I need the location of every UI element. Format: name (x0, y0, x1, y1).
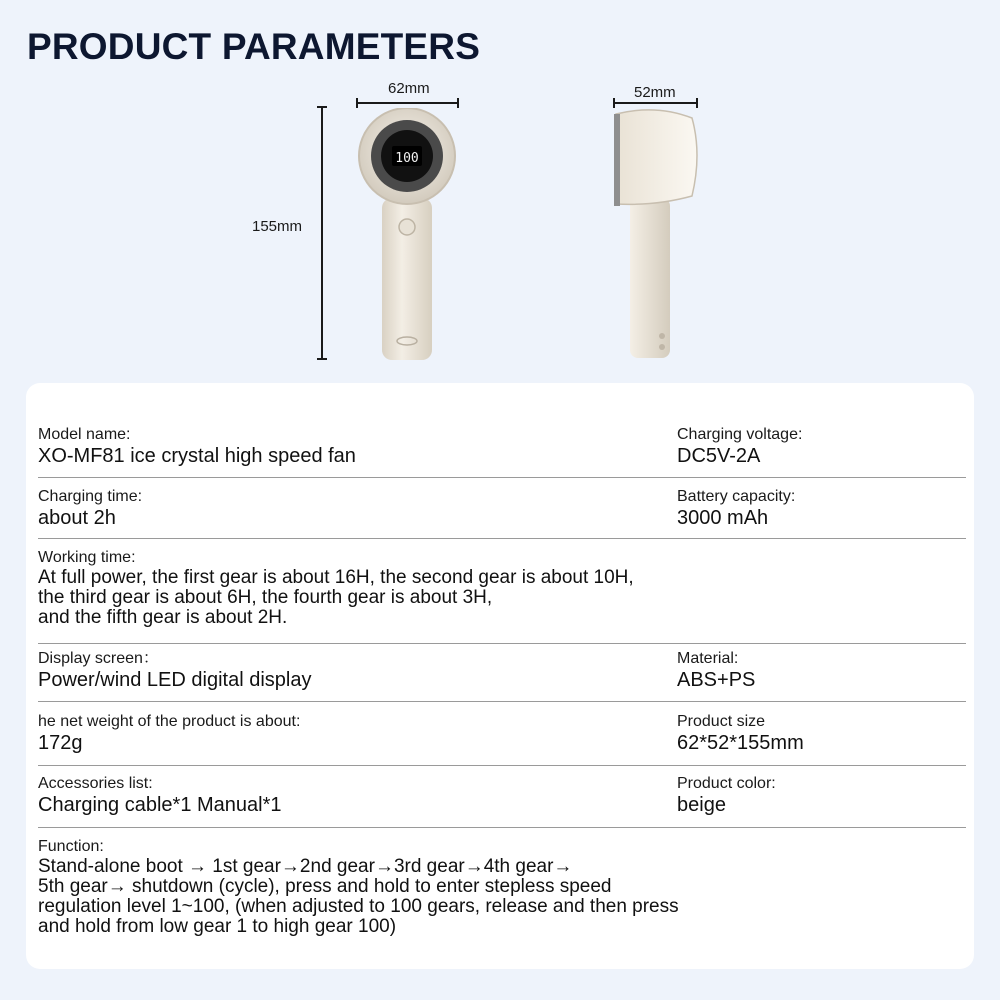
spec-value: beige (677, 794, 726, 816)
spec-label: Accessories list: (38, 775, 153, 792)
spec-label: Display screen： (38, 650, 159, 667)
spec-label: Charging time: (38, 488, 143, 505)
spec-value: 172g (38, 732, 83, 754)
spec-value: Charging cable*1 Manual*1 (38, 794, 282, 816)
spec-function (38, 837, 679, 937)
side-width-label: 52mm (634, 84, 676, 101)
spec-label: Charging voltage: (677, 426, 803, 443)
spec-label: Battery capacity: (677, 488, 796, 505)
spec-value: DC5V-2A (677, 445, 761, 467)
spec-row-display (38, 649, 966, 702)
spec-value: Stand-alone boot → 1st gear→2nd gear→3rd gear→4th gear→ 5th gear→ shutdown (cycle), press and hold to enter stepless speed regulation level 1~100, (when adjusted to 100 gears, release and then press and hold from low gear 1 to high gear 100) (38, 856, 679, 937)
spec-label: Product color: (677, 775, 776, 792)
spec-charging-time (38, 487, 142, 529)
spec-label: Model name: (38, 426, 131, 443)
spec-row-working-time (38, 548, 966, 644)
spec-material (677, 649, 755, 691)
spec-product-size (677, 712, 804, 754)
spec-label: Product size (677, 713, 766, 730)
front-width-label: 62mm (388, 80, 430, 97)
fan-display-readout: 100 (395, 151, 419, 166)
spec-value: XO-MF81 ice crystal high speed fan (38, 445, 356, 467)
spec-display-screen (38, 649, 311, 691)
spec-net-weight (38, 712, 300, 754)
spec-value: ABS+PS (677, 669, 756, 691)
height-label: 155mm (252, 218, 303, 235)
spec-label: Function: (38, 838, 104, 855)
spec-card (26, 383, 974, 969)
spec-value: 3000 mAh (677, 507, 769, 529)
spec-value: about 2h (38, 507, 116, 529)
page-title: PRODUCT PARAMETERS (27, 26, 481, 67)
front-width-line (356, 102, 459, 104)
height-line (321, 106, 323, 360)
spec-label: Working time: (38, 549, 136, 566)
spec-label: he net weight of the product is about: (38, 713, 301, 730)
spec-row-model (38, 425, 966, 478)
spec-charging-voltage (677, 425, 802, 467)
spec-working-time (38, 548, 634, 628)
spec-value: 62*52*155mm (677, 732, 804, 754)
spec-product-color (677, 774, 776, 816)
spec-model-name (38, 425, 356, 467)
spec-label: Material: (677, 650, 739, 667)
spec-value: Power/wind LED digital display (38, 669, 312, 691)
spec-value: At full power, the first gear is about 16H, the second gear is about 10H, the third gear is about 6H, the fourth gear is about 3H, and the fifth gear is about 2H. (38, 567, 634, 628)
fan-side-view (610, 106, 702, 362)
spec-row-charging (38, 487, 966, 539)
spec-row-weight (38, 712, 966, 766)
spec-accessories (38, 774, 282, 816)
side-width-line (613, 102, 698, 104)
spec-row-function (38, 837, 966, 947)
spec-row-accessories (38, 774, 966, 828)
fan-front-view (352, 108, 464, 364)
spec-battery-capacity (677, 487, 795, 529)
